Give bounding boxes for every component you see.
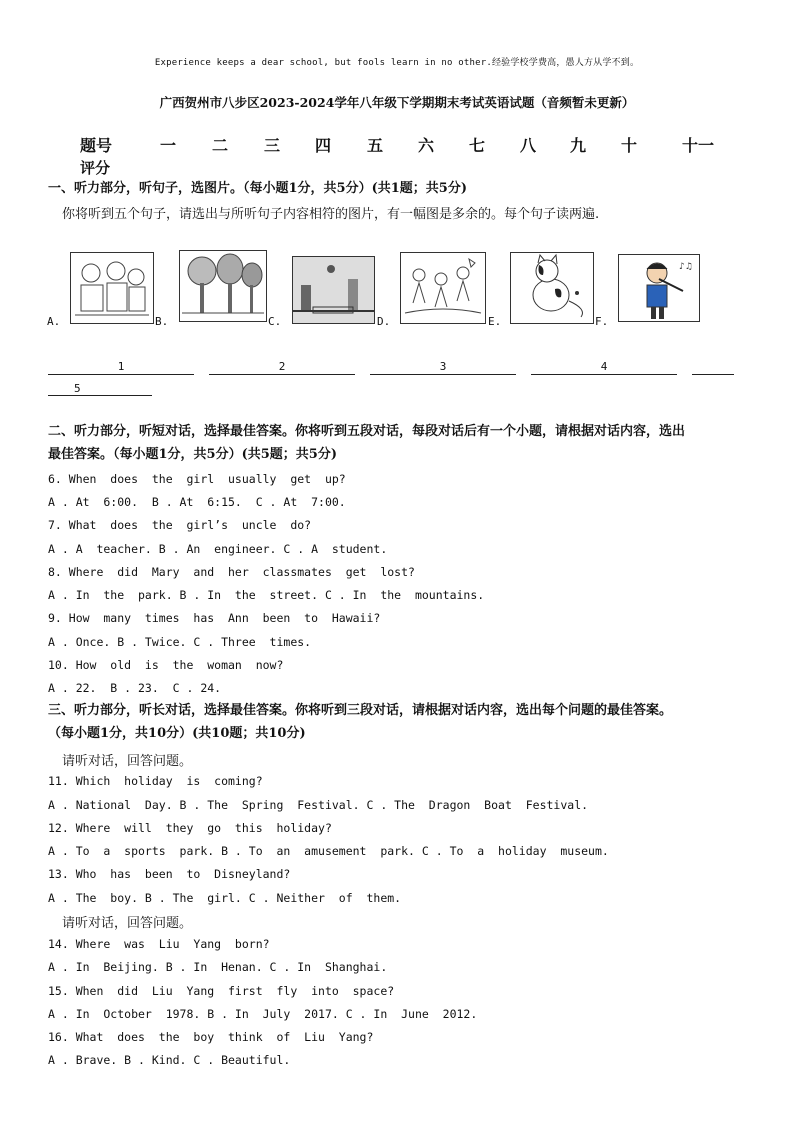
question-7: 7. What does the girl’s uncle do? (48, 518, 312, 532)
section1-heading: 一、听力部分，听句子，选图片。（每小题1分，共5分）(共1题；共5分) (48, 181, 467, 196)
picture-label-a: A. (47, 315, 61, 328)
score-col-1: 一 (160, 136, 177, 155)
question-10: 10. How old is the woman now? (48, 658, 284, 672)
score-col-3: 三 (264, 136, 281, 155)
answer-blank-2[interactable]: 2 (209, 360, 355, 375)
picture-f-boy-playing-flute (618, 254, 700, 322)
question-12: 12. Where will they go this holiday? (48, 821, 332, 835)
options-13: A . The boy. B . The girl. C . Neither of them. (48, 891, 402, 905)
options-6: A . At 6:00. B . At 6:15. C . At 7:00. (48, 495, 346, 509)
question-15: 15. When did Liu Yang first fly into space? (48, 984, 395, 998)
score-col-6: 六 (418, 136, 435, 155)
options-14: A . In Beijing. B . In Henan. C . In Shanghai. (48, 960, 388, 974)
options-7: A . A teacher. B . An engineer. C . A student. (48, 542, 388, 556)
question-14: 14. Where was Liu Yang born? (48, 937, 270, 951)
picture-b-trees (179, 250, 267, 322)
question-13: 13. Who has been to Disneyland? (48, 867, 291, 881)
question-8: 8. Where did Mary and her classmates get lost? (48, 565, 415, 579)
picture-label-c: C. (268, 315, 282, 328)
question-16: 16. What does the boy think of Liu Yang? (48, 1030, 374, 1044)
score-col-4: 四 (315, 136, 332, 155)
picture-a-cartoon-family (70, 252, 154, 324)
score-col-9: 九 (570, 136, 587, 155)
section3-heading-line2: （每小题1分，共10分）(共10题；共10分) (48, 726, 306, 741)
score-col-7: 七 (469, 136, 486, 155)
motto-header: Experience keeps a dear school, but fools learn in no other.经验学校学费高，愚人方从学不到。 (154, 58, 640, 68)
picture-e-cat (510, 252, 594, 324)
question-11: 11. Which holiday is coming? (48, 774, 263, 788)
options-8: A . In the park. B . In the street. C . In the mountains. (48, 588, 485, 602)
answer-blank-5-start[interactable] (692, 360, 734, 375)
question-6: 6. When does the girl usually get up? (48, 472, 346, 486)
answer-blank-4[interactable]: 4 (531, 360, 677, 375)
answer-blank-1[interactable]: 1 (48, 360, 194, 375)
options-15: A . In October 1978. B . In July 2017. C . In June 2012. (48, 1007, 478, 1021)
picture-d-children-playing (400, 252, 486, 324)
picture-label-f: F. (595, 315, 609, 328)
score-row-label: 评分 (80, 159, 111, 177)
section3-prompt-2: 请听对话，回答问题。 (62, 916, 193, 931)
options-11: A . National Day. B . The Spring Festival. C . The Dragon Boat Festival. (48, 798, 589, 812)
exam-title: 广西贺州市八步区2023-2024学年八年级下学期期末考试英语试题（音频暂未更新） (159, 95, 635, 110)
score-col-2: 二 (212, 136, 229, 155)
score-col-5: 五 (367, 136, 384, 155)
section2-heading-line1: 二、听力部分，听短对话，选择最佳答案。你将听到五段对话，每段对话后有一个小题，请根据对话内容，选出 (48, 424, 686, 439)
score-col-11: 十一 (682, 136, 715, 155)
section1-instruction: 你将听到五个句子，请选出与所听句子内容相符的图片，有一幅图是多余的。每个句子读两遍. (62, 207, 600, 222)
score-table-label: 题号 (80, 136, 113, 155)
options-12: A . To a sports park. B . To an amusement park. C . To a holiday museum. (48, 844, 609, 858)
picture-label-b: B. (155, 315, 169, 328)
score-col-8: 八 (520, 136, 537, 155)
answer-blank-5[interactable]: 5 (48, 382, 152, 396)
score-table-header-row (80, 133, 740, 155)
section2-heading-line2: 最佳答案。（每小题1分，共5分）(共5题；共5分) (48, 447, 337, 462)
options-10: A . 22. B . 23. C . 24. (48, 681, 222, 695)
svg-text:♪♫: ♪♫ (679, 262, 693, 272)
question-9: 9. How many times has Ann been to Hawaii? (48, 611, 381, 625)
score-col-10: 十 (621, 136, 638, 155)
section3-heading-line1: 三、听力部分，听长对话，选择最佳答案。你将听到三段对话，请根据对话内容，选出每个问题的最佳答案。 (48, 703, 673, 718)
section3-prompt-1: 请听对话，回答问题。 (62, 754, 193, 769)
picture-label-e: E. (488, 315, 502, 328)
answer-blank-3[interactable]: 3 (370, 360, 516, 375)
options-9: A . Once. B . Twice. C . Three times. (48, 635, 312, 649)
picture-c-volleyball (292, 256, 375, 324)
picture-label-d: D. (377, 315, 391, 328)
options-16: A . Brave. B . Kind. C . Beautiful. (48, 1053, 291, 1067)
